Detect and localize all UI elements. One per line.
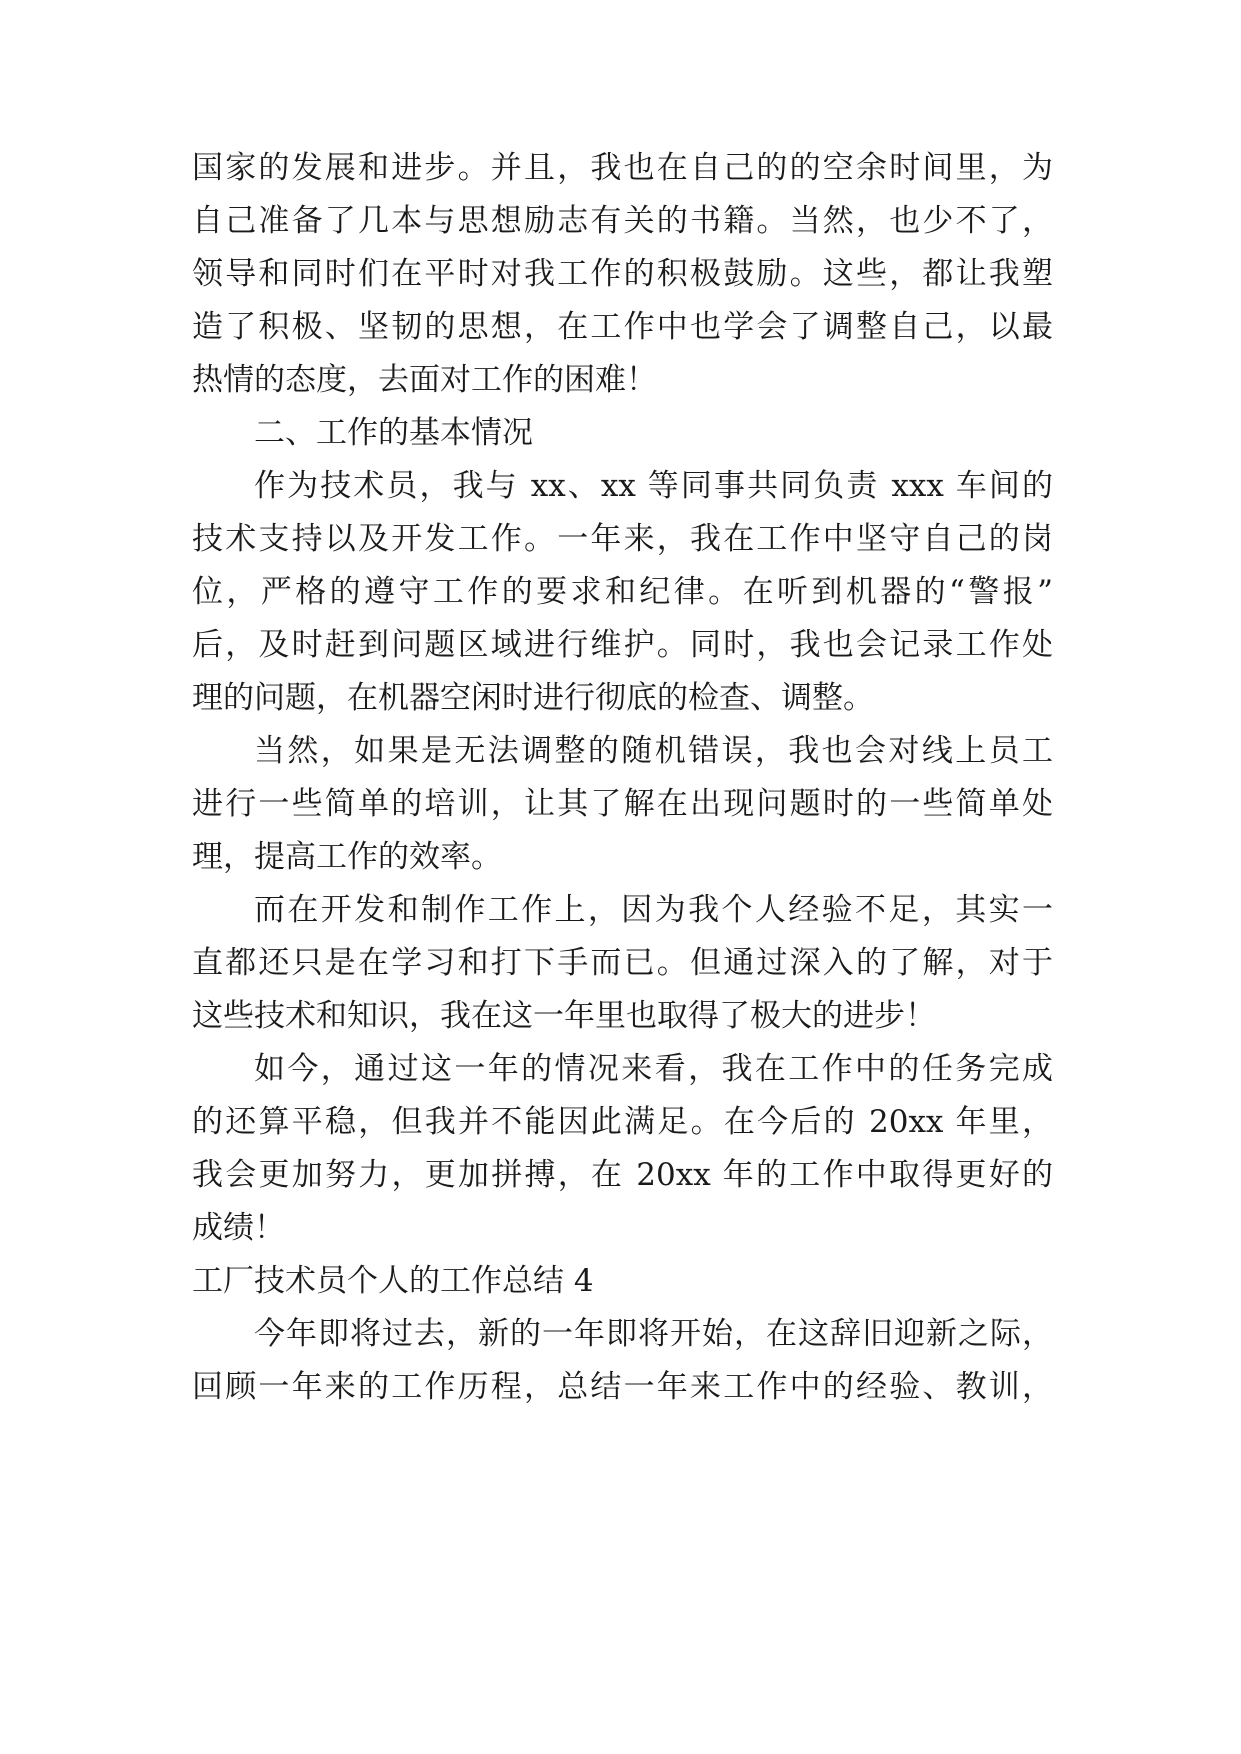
paragraph-line: 热情的态度，去面对工作的困难！ — [192, 362, 657, 398]
paragraph-line: 这些技术和知识，我在这一年里也取得了极大的进步！ — [192, 998, 936, 1034]
paragraph-line: 而在开发和制作工作上，因为我个人经验不足，其实一 — [254, 892, 1053, 928]
paragraph-line: 直都还只是在学习和打下手而已。但通过深入的了解，对于 — [192, 945, 1053, 981]
paragraph-line: 进行一些简单的培训，让其了解在出现问题时的一些简单处 — [192, 786, 1053, 822]
paragraph-line: 今年即将过去，新的一年即将开始，在这辞旧迎新之际， — [254, 1316, 1053, 1352]
paragraph-line: 回顾一年来的工作历程，总结一年来工作中的经验、教训， — [192, 1369, 1053, 1405]
paragraph-line: 造了积极、坚韧的思想，在工作中也学会了调整自己，以最 — [192, 309, 1053, 345]
paragraph-line: 成绩！ — [192, 1210, 285, 1246]
paragraph-line: 领导和同时们在平时对我工作的积极鼓励。这些，都让我塑 — [192, 256, 1053, 292]
paragraph-line: 国家的发展和进步。并且，我也在自己的的空余时间里，为 — [192, 150, 1053, 186]
paragraph-line: 理的问题，在机器空闲时进行彻底的检查、调整。 — [192, 680, 874, 716]
paragraph-line: 技术支持以及开发工作。一年来，我在工作中坚守自己的岗 — [192, 521, 1053, 557]
paragraph-line: 自己准备了几本与思想励志有关的书籍。当然，也少不了， — [192, 203, 1053, 239]
paragraph-line: 理，提高工作的效率。 — [192, 839, 502, 875]
paragraph-line: 位，严格的遵守工作的要求和纪律。在听到机器的“警报” — [192, 574, 1053, 610]
paragraph-line: 如今，通过这一年的情况来看，我在工作中的任务完成 — [254, 1051, 1053, 1087]
paragraph-line: 的还算平稳，但我并不能因此满足。在今后的 20xx 年里， — [192, 1104, 1053, 1140]
paragraph-line: 作为技术员，我与 xx、xx 等同事共同负责 xxx 车间的 — [254, 468, 1053, 504]
document-title: 工厂技术员个人的工作总结 4 — [192, 1263, 594, 1299]
section-heading: 二、工作的基本情况 — [254, 415, 533, 451]
paragraph-line: 我会更加努力，更加拼搏，在 20xx 年的工作中取得更好的 — [192, 1157, 1053, 1193]
paragraph-line: 后，及时赶到问题区域进行维护。同时，我也会记录工作处 — [192, 627, 1053, 663]
paragraph-line: 当然，如果是无法调整的随机错误，我也会对线上员工 — [254, 733, 1053, 769]
